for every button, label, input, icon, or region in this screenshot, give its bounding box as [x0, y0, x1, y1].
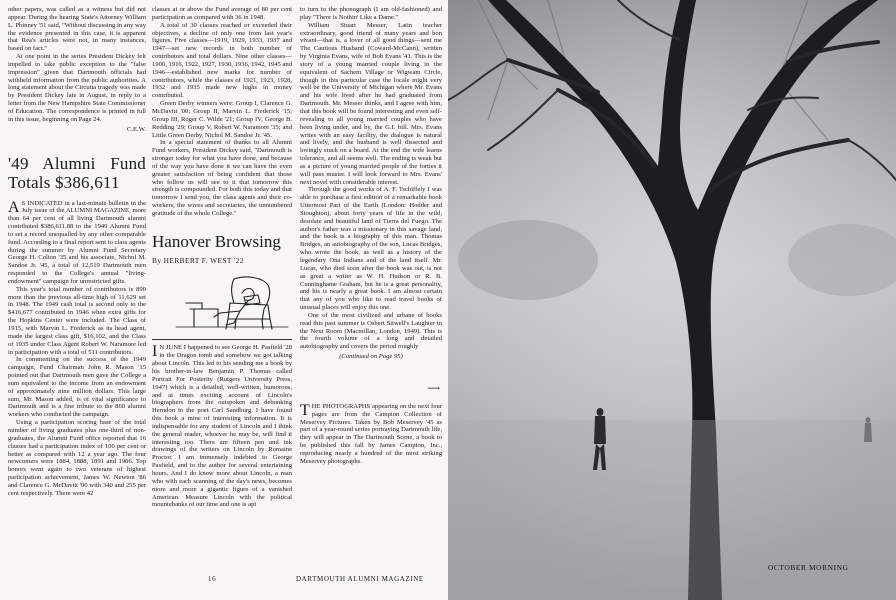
- foggy-tree-photograph: [448, 0, 896, 600]
- drop-cap: T: [300, 401, 310, 419]
- hanover-browsing-heading: Hanover Browsing: [152, 231, 281, 251]
- column-1: [8, 6, 146, 498]
- section-rule: [152, 339, 292, 340]
- browsing-paragraph-5: One of the most civilized and urbane of books read this past summer is Osbert Sitwell's Laughter in the Next Room (Macmillan, London, 1949). This is the fourth volume of a long and detailed autobiography and covers the period roughly: [300, 311, 442, 351]
- column-3: [300, 6, 442, 466]
- fund-paragraph-2: This year's total number of contributors is 890 more than the previous all-time high of 11,629 set in 1948. The 1949 cash total is second only to the $416,677 contributed in 1946 when extra gifts for the Hopkins Center were included. The Class of 1915, with Marvin L. Frederick as its head agent, made the largest class gift, $16,102, and the Class of 1935 under Class Agent Robert W. Naramore led in participation with a total of 511 contributors.: [8, 285, 146, 356]
- armchair-reader-illustration: [172, 273, 292, 331]
- alumni-fund-heading: '49 Alumni Fund Totals $386,611: [8, 153, 146, 192]
- browsing-paragraph-2: to turn to the phonograph (I am old-fashioned) and play "There is Nothin' Like a Dame.": [300, 6, 442, 21]
- fund-paragraph-8: In a special statement of thanks to all Alumni Fund workers, President Dickey said, "Dartmouth is stronger today for what you have done, and because of the way you have done it we can have the even greater satisfaction of being confident that those who follow us will see to it that tomorrow this strength is compounded. For both this today and that tomorrow I send you, the class agents and their co-workers, the wives and secretaries, the unnumbered gratitude of the whole College.": [152, 139, 292, 217]
- arrow-icon: ⟶: [427, 382, 440, 393]
- magazine-name: DARTMOUTH ALUMNI MAGAZINE: [296, 575, 424, 583]
- intro-paragraph: other papers, was called as a witness but did not appear. During the hearing State's Attorney William L. Phinney '51 said, "Without discussing in any way the evidence presented in this case, it is apparent that Rea's articles were not, in many instances, based on fact.": [8, 6, 146, 53]
- continued-note: (Continued on Page 95): [339, 353, 403, 361]
- dickey-paragraph: At one point in the series President Dickey felt impelled to take public exception to the "false impression" given that Dartmouth officials had withheld information from the public authorities. A long statement about the Circutta tragedy was made by President Dickey late in August, in reply to a letter from the New Hampshire State Commissioner of Education. The correspondence is printed in full in this issue, beginning on Page 24.: [8, 53, 146, 123]
- drop-cap: A: [8, 198, 20, 216]
- fund-paragraph-5: classes at or above the Fund average of 80 per cent participation as compared with 36 in 1948.: [152, 6, 292, 21]
- page-number: 16: [208, 575, 217, 583]
- browsing-paragraph-1: I N JUNE I happened to see George H. Pasfield '28 in the Dragon tomb and somehow we got talking about Lincoln. This led to his sending me a book by his brother-in-law Benjamin P. Thomas called Portrait For Posterity (Rutgers University Press, 1947) which is a detailed, well-written, humorous, and at times exciting account of Lincoln's biographers from the outspoken and debunking Herndon to the poet Carl Sandburg. I have found this book a mine of interesting information. It is indispensable for any student of Lincoln and I think the general reader, whoever he may be, will find it interesting too. There are fifteen pen and ink drawings of the writers on Lincoln by Romaine Proctor. I am immensely indebted to George Pasfield, and to the author for several entertaining hours. And I do know more about Lincoln, a man who with each scanning of the day's news, becomes more and more a gigantic figure of a vanished American. Measure Lincoln with the political mountebanks of our time and one is apt: [152, 343, 292, 509]
- browsing-paragraph-4: Through the good works of A. F. Tschiffely I was able to purchase a first edition of a remarkable book Uttermost Part of the Earth (London: Hodder and Stoughton), about forty years of life in the wild, desolate and beautiful land of Tierra del Fuego. The author's father was a missionary in this savage land, and the book is a biography of this man. Thomas Bridges, an autobiography of the son, Lucas Bridges, who wrote the book, as well as a history of the legendary Ona Indians and of the land itself. Mr. Lucas, who died soon after the book was out, is not as great a writer as W. H. Hudson or R. B. Cunninghame Graham, but he is a great personality, and his is nearly a great book. I am almost certain that any of you who like to read travel books of unusual places will enjoy this one.: [300, 186, 442, 312]
- fund-paragraph-4: Using a participation scoring base of the total number of living graduates plus one-third of non-graduates, the Alumni Fund office reported that 16 classes had a participation index of 100 per cent or better as compared with 12 a year ago. The four newcomers were 1884, 1888, 1891 and 1906. Top honors went again to two veterans of highest participation achievement, James W. Newton '86 and Clarence G. McDavitt '00 with 340 and 255 per cent respectively. There were 42: [8, 419, 146, 497]
- drop-cap: I: [152, 343, 158, 361]
- signature: C.E.W.: [127, 125, 146, 133]
- photo-credit-note: THE PHOTOGRAPHS appearing on the next four pages are from the Campion Collection of Meservey Pictures. Taken by Bob Meservey '45 as part of a year-round series portraying Dartmouth life, they will appear in The Dartmouth Scene, a book to be published this fall by James Campion, Inc., reproducing nearly a hundred of the most striking Meservey photographs.: [300, 401, 442, 465]
- fund-paragraph-3: In commenting on the success of the 1949 campaign, Fund Chairman John R. Mason '15 pointed out that Dartmouth men gave the College a sum equivalent to the income from an endowment of approximately nine million dollars. This large sum, Mr. Mason added, is of vital significance to Dartmouth and is a fine tribute to the 860 alumni workers who conducted the campaign.: [8, 356, 146, 419]
- october-morning-photo: [448, 0, 896, 600]
- fund-paragraph-6: A total of 30 classes reached or exceeded their objectives, a decline of only one from last year's figures. Five classes—1919, 1929, 1933, 1937 and 1947—set new records in both number of contributors and total dollars. Nine other classes—1900, 1916, 1922, 1927, 1930, 1936, 1942, 1945 and 1946—established new marks for number of contributors, while the classes of 1921, 1923, 1928, 1932 and 1935 made new highs in money contributed.: [152, 21, 292, 100]
- byline: By HERBERT F. WEST '22: [152, 255, 244, 265]
- browsing-paragraph-3: William Stuart Messer, Latin teacher extraordinary, good friend of many years and bon vivant—that is, a lover of all good things—sent me The Cautious Husband (Coward-McCann), written by Virginia Evans, wife of Bob Evans '41. This is the story of a young married couple living in the equivalent of Sachem Village or Wigwam Circle, though in this particular case the locale might very well be the University of Michigan where Mr. Evans and his wife lived after he had graduated from Dartmouth. Mr. Messer thinks, and I agree with him, that this book will be found interesting and even self-revealing to all young married couples who have been living under, and by, the G.I. bill. Mrs. Evans writes with an easy facility, the dialogue is natural and lively, and the husband is well dissected and lovingly stuck on a board. At the end the wife learns tolerance, and all seems well. The ending is weak but as a picture of young married people of the forties it will pass muster. I will look forward to Mrs. Evans' next novel with considerable interest.: [300, 21, 442, 186]
- fund-paragraph-7: Green Derby winners were: Group I, Clarence G. McDavitt '00; Group II, Marvin L. Frederick '15; Group III, Roger C. Wilde '21; Group IV, George B. Redding '29; Group V, Robert W. Naramore '35; and Little Green Derby, Nichol M. Sandoe Jr. '45.: [152, 100, 292, 139]
- column-2: [152, 6, 292, 509]
- photo-caption: OCTOBER MORNING: [768, 563, 849, 572]
- fund-paragraph-1: A S INDICATED in a last-minute bulletin in the July issue of the ALUMNI MAGAZINE, more than 64 per cent of all living Dartmouth alumni contributed $386,611.88 to the 1949 Alumni Fund to set a record unequalled by any other comparable fund. According to a final report sent to class agents during the summer by Alumni Fund Secretary George H. Colton '35 and his associate, Nichol M. Sandoe Jr. '45, a total of 12,519 Dartmouth men responded to the College's annual "living-endowment" campaign for unrestricted gifts.: [8, 198, 146, 285]
